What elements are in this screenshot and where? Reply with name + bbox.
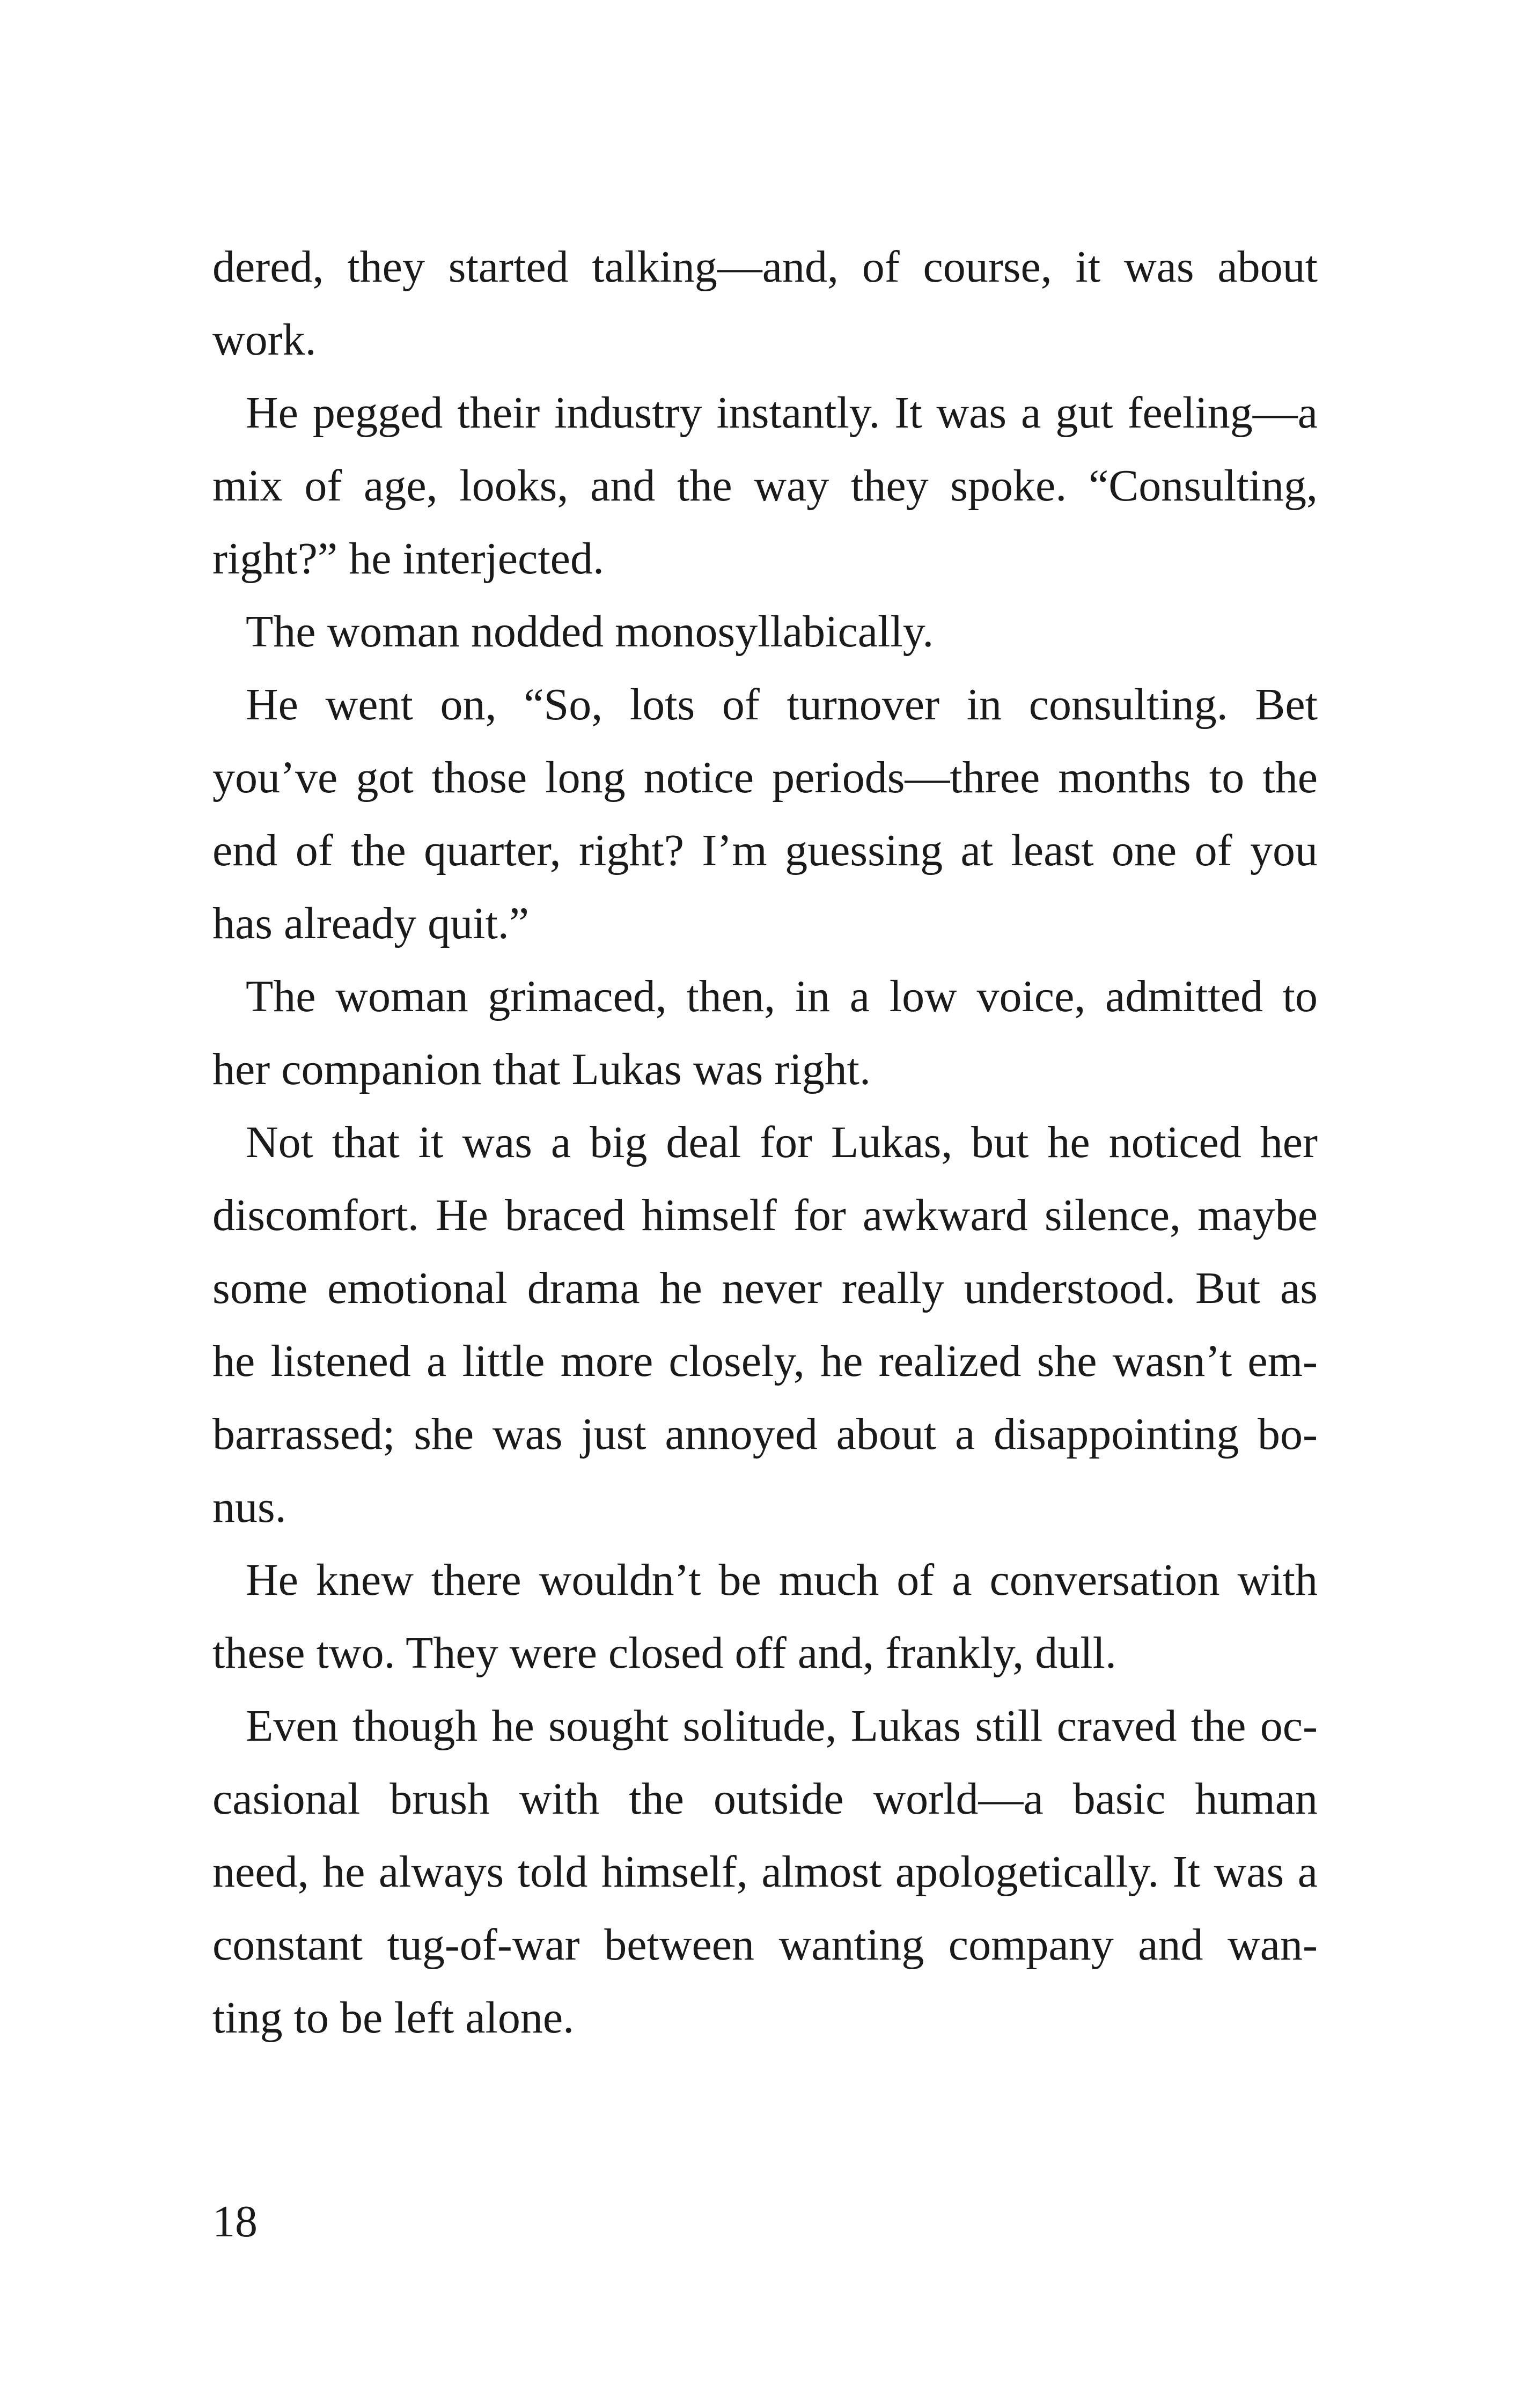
text-line: end of the quarter, right? I’m guessing at least one of you [212,826,1318,875]
page-number: 18 [212,2197,258,2247]
paragraph [212,231,1318,377]
text-line: He pegged their industry instantly. It was a gut feeling—a [246,388,1318,438]
text-line: nus. [212,1482,286,1532]
text-line: her companion that Lukas was right. [212,1044,871,1094]
text-line: The woman grimaced, then, in a low voice, admitted to [246,971,1318,1021]
text-line: mix of age, looks, and the way they spoke. “Consulting, [212,461,1318,511]
text-line: discomfort. He braced himself for awkward silence, maybe [212,1190,1318,1240]
text-line: He knew there wouldn’t be much of a conversation with [246,1555,1318,1605]
paragraph [212,1690,1318,2054]
text-line: constant tug-of-war between wanting company and wan- [212,1920,1318,1970]
paragraph [212,595,1318,668]
text-line: casional brush with the outside world—a basic human [212,1774,1318,1824]
text-line: he listened a little more closely, he realized she wasn’t em- [212,1336,1318,1386]
paragraph [212,377,1318,595]
text-line: dered, they started talking—and, of course, it was about [212,242,1318,292]
text-line: some emotional drama he never really understood. But as [212,1263,1318,1313]
text-line: right?” he interjected. [212,534,604,584]
paragraph [212,668,1318,960]
text-line: Even though he sought solitude, Lukas still craved the oc- [246,1701,1318,1751]
text-line: The woman nodded monosyllabically. [246,607,934,657]
paragraph [212,1106,1318,1544]
text-line: Not that it was a big deal for Lukas, but he noticed her [246,1117,1318,1167]
body-text [212,231,1318,2054]
text-line: need, he always told himself, almost apologetically. It was a [212,1847,1318,1897]
text-line: barrassed; she was just annoyed about a disappointing bo- [212,1409,1318,1459]
text-line: ting to be left alone. [212,1993,575,2043]
text-line: has already quit.” [212,899,530,948]
text-line: He went on, “So, lots of turnover in consulting. Bet [246,680,1318,730]
text-line: these two. They were closed off and, frankly, dull. [212,1628,1116,1678]
paragraph [212,1544,1318,1690]
text-line: work. [212,315,317,365]
text-line: you’ve got those long notice periods—three months to the [212,753,1318,802]
paragraph [212,960,1318,1106]
